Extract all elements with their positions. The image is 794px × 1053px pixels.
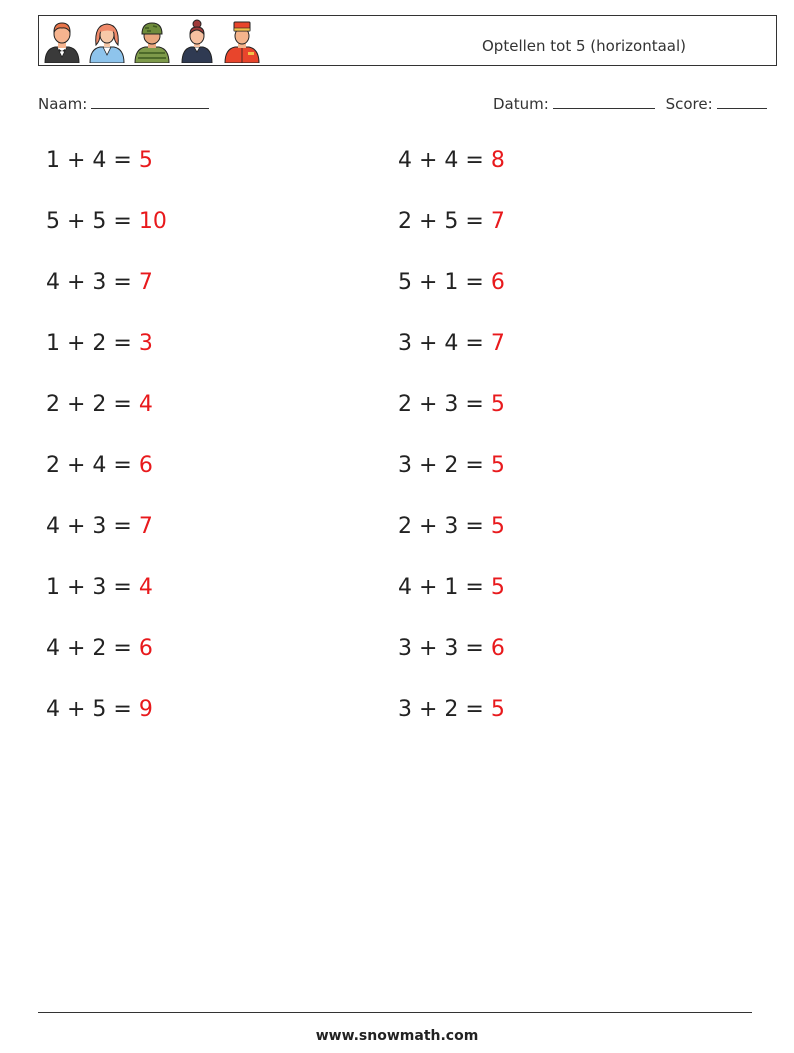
problem-answer: 5 (490, 575, 505, 600)
problem-left-7 (46, 514, 153, 539)
problem-expression: 2 + 2 = (46, 392, 139, 417)
problem-right-9 (398, 636, 505, 661)
problem-right-2 (398, 209, 505, 234)
problem-answer: 5 (490, 697, 505, 722)
problem-answer: 7 (490, 331, 505, 356)
problem-left-1 (46, 148, 153, 173)
problem-expression: 5 + 5 = (46, 209, 139, 234)
problem-answer: 6 (490, 636, 505, 661)
problem-left-2 (46, 209, 167, 234)
problem-answer: 5 (490, 392, 505, 417)
name-label: Naam: (38, 95, 88, 113)
problem-right-7 (398, 514, 505, 539)
problem-right-6 (398, 453, 505, 478)
problem-right-1 (398, 148, 505, 173)
problem-answer: 3 (138, 331, 153, 356)
problem-expression: 5 + 1 = (398, 270, 491, 295)
problem-left-6 (46, 453, 153, 478)
problem-left-10 (46, 697, 153, 722)
worksheet-title: Optellen tot 5 (horizontaal) (482, 37, 687, 55)
problem-expression: 2 + 5 = (398, 209, 491, 234)
problem-expression: 3 + 2 = (398, 453, 491, 478)
problem-left-3 (46, 270, 153, 295)
problem-answer: 5 (490, 514, 505, 539)
problem-right-3 (398, 270, 505, 295)
problem-expression: 2 + 4 = (46, 453, 139, 478)
problem-answer: 5 (490, 453, 505, 478)
problem-left-4 (46, 331, 153, 356)
footer-url: www.snowmath.com (315, 1028, 479, 1044)
problem-expression: 4 + 3 = (46, 270, 139, 295)
date-label: Datum: (493, 95, 549, 113)
problem-expression: 1 + 3 = (46, 575, 139, 600)
problem-right-4 (398, 331, 505, 356)
problem-expression: 3 + 3 = (398, 636, 491, 661)
problem-right-5 (398, 392, 505, 417)
problem-expression: 3 + 2 = (398, 697, 491, 722)
problem-expression: 3 + 4 = (398, 331, 491, 356)
problem-expression: 4 + 1 = (398, 575, 491, 600)
problem-answer: 10 (138, 209, 167, 234)
problem-answer: 4 (138, 575, 153, 600)
score-label: Score: (665, 95, 713, 113)
problem-answer: 6 (490, 270, 505, 295)
problem-left-8 (46, 575, 153, 600)
problem-left-9 (46, 636, 153, 661)
problem-expression: 4 + 4 = (398, 148, 491, 173)
problem-answer: 4 (138, 392, 153, 417)
problem-right-8 (398, 575, 505, 600)
problem-answer: 7 (138, 514, 153, 539)
problem-right-10 (398, 697, 505, 722)
problem-answer: 5 (138, 148, 153, 173)
problem-expression: 1 + 2 = (46, 331, 139, 356)
problem-answer: 9 (138, 697, 153, 722)
problem-left-5 (46, 392, 153, 417)
problem-answer: 7 (490, 209, 505, 234)
problem-expression: 4 + 5 = (46, 697, 139, 722)
problem-expression: 2 + 3 = (398, 514, 491, 539)
problem-expression: 4 + 3 = (46, 514, 139, 539)
problem-answer: 6 (138, 636, 153, 661)
problem-expression: 4 + 2 = (46, 636, 139, 661)
problem-answer: 6 (138, 453, 153, 478)
problem-answer: 7 (138, 270, 153, 295)
problem-expression: 1 + 4 = (46, 148, 139, 173)
problem-answer: 8 (490, 148, 505, 173)
footer-divider (38, 1012, 752, 1013)
problem-expression: 2 + 3 = (398, 392, 491, 417)
